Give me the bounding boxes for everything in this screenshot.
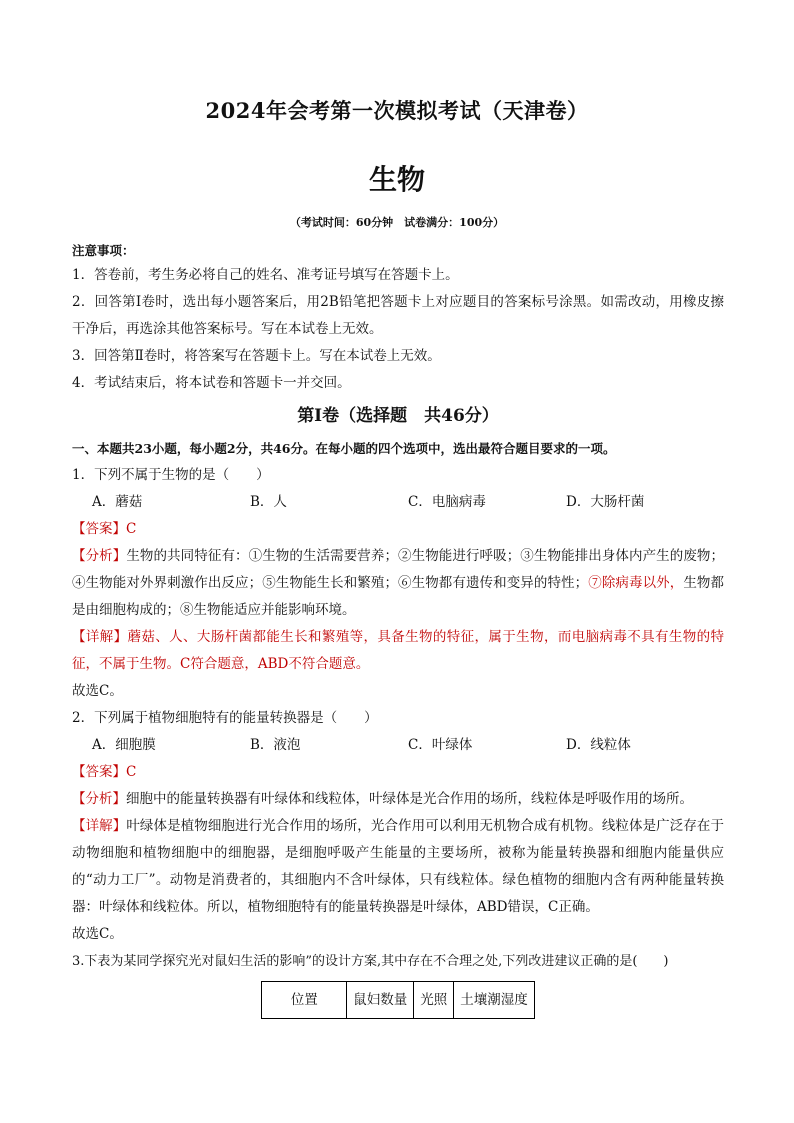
q2-analysis bbox=[72, 786, 724, 813]
q3-stem: 3.下表为某同学探究光对鼠妇生活的影响”的设计方案,其中存在不合理之处,下列改进建议正确的是( ) bbox=[72, 954, 669, 969]
q1-choice: 故选C。 bbox=[72, 683, 123, 699]
q1-option-a: A．蘑菇 bbox=[92, 494, 143, 510]
q2-choice: 故选C。 bbox=[72, 926, 123, 942]
q2-stem: 2．下列属于植物细胞特有的能量转换器是（ ） bbox=[72, 710, 378, 726]
q1-options bbox=[72, 489, 724, 516]
notice-item-3: 3．回答第Ⅱ卷时，将答案写在答题卡上。写在本试卷上无效。 bbox=[72, 348, 441, 364]
q1-answer bbox=[72, 516, 724, 543]
q1-option-c: C．电脑病毒 bbox=[408, 494, 486, 510]
q2-option-a: A．细胞膜 bbox=[92, 737, 156, 753]
notice-heading: 注意事项： bbox=[72, 243, 135, 258]
exam-info: （考试时间：60分钟 试卷满分：100分） bbox=[289, 216, 505, 229]
q2-analysis-tag: 【分析】 bbox=[72, 791, 126, 807]
q2-answer bbox=[72, 759, 724, 786]
q1-analysis-text-b: ⑦除病毒以外， bbox=[588, 575, 684, 591]
q1-option-d: D．大肠杆菌 bbox=[566, 494, 645, 510]
subject-title: 生物 bbox=[368, 163, 425, 196]
q3-header-light: 光照 bbox=[414, 982, 454, 1019]
notice-item-4: 4．考试结束后，将本试卷和答题卡一并交回。 bbox=[72, 375, 351, 391]
q1-answer-tag: 【答案】 bbox=[72, 521, 126, 537]
q2-option-b: B．液泡 bbox=[250, 737, 301, 753]
section-intro: 一、本题共23小题，每小题2分，共46分。在每小题的四个选项中，选出最符合题目要求的一项。 bbox=[72, 441, 616, 456]
q1-answer-value: C bbox=[126, 521, 137, 537]
table-row bbox=[262, 982, 535, 1019]
q1-analysis bbox=[72, 543, 724, 624]
exam-title: 2024年会考第一次模拟考试（天津卷） bbox=[205, 98, 589, 123]
section-heading: 第Ⅰ卷（选择题 共46分） bbox=[297, 406, 499, 426]
q3-table-wrap bbox=[72, 981, 724, 1019]
q2-option-c: C．叶绿体 bbox=[408, 737, 473, 753]
notice-item-2: 2．回答第Ⅰ卷时，选出每小题答案后，用2B铅笔把答题卡上对应题目的答案标号涂黑。如需改动，用橡皮擦干净后，再选涂其他答案标号。写在本试卷上无效。 bbox=[72, 294, 724, 337]
notice-item-1: 1．答卷前，考生务必将自己的姓名、准考证号填写在答题卡上。 bbox=[72, 267, 459, 283]
q2-options bbox=[72, 732, 724, 759]
q1-option-b: B．人 bbox=[250, 494, 287, 510]
q3-table bbox=[261, 981, 535, 1019]
q1-detail-text: 蘑菇、人、大肠杆菌都能生长和繁殖等，具备生物的特征，属于生物，而电脑病毒不具有生物的特征，不属于生物。C符合题意，ABD不符合题意。 bbox=[72, 629, 725, 672]
q2-answer-value: C bbox=[126, 764, 137, 780]
q1-analysis-text-a: 生物的共同特征有：①生物的生活需要营养；②生物能进行呼吸；③生物能排出身体内产生的废物；④生物能对外界刺激作出反应；⑤生物能生长和繁殖；⑥生物都有遗传和变异的特性； bbox=[72, 548, 725, 591]
q3-header-position: 位置 bbox=[262, 982, 347, 1019]
q1-detail bbox=[72, 624, 724, 678]
q2-analysis-text: 细胞中的能量转换器有叶绿体和线粒体，叶绿体是光合作用的场所，线粒体是呼吸作用的场所。 bbox=[126, 791, 693, 807]
exam-content bbox=[72, 240, 724, 1019]
q2-detail-text: 叶绿体是植物细胞进行光合作用的场所，光合作用可以利用无机物合成有机物。线粒体是广泛存在于动物细胞和植物细胞中的细胞器，是细胞呼吸产生能量的主要场所，被称为能量转换器和细胞内能量供应的“动力工厂”。动物是消费者的，其细胞内不含叶绿体，只有线粒体。绿色植物的细胞内含有两种能量转换器：叶绿体和线粒体。所以，植物细胞特有的能量转换器是叶绿体，ABD错误，C正确。 bbox=[72, 818, 725, 915]
q1-detail-tag: 【详解】 bbox=[72, 629, 128, 645]
q2-detail-tag: 【详解】 bbox=[72, 818, 127, 834]
q3-header-count: 鼠妇数量 bbox=[347, 982, 414, 1019]
q1-analysis-tag: 【分析】 bbox=[72, 548, 127, 564]
q2-answer-tag: 【答案】 bbox=[72, 764, 126, 780]
q1-stem: 1．下列不属于生物的是（ ） bbox=[72, 467, 270, 483]
q2-detail bbox=[72, 813, 724, 921]
q3-header-humidity: 土壤潮湿度 bbox=[454, 982, 535, 1019]
q1-analysis-text-c: 生物都是由细胞构成的；⑧生物能适应并能影响环境。 bbox=[72, 575, 725, 618]
q2-option-d: D．线粒体 bbox=[566, 737, 631, 753]
